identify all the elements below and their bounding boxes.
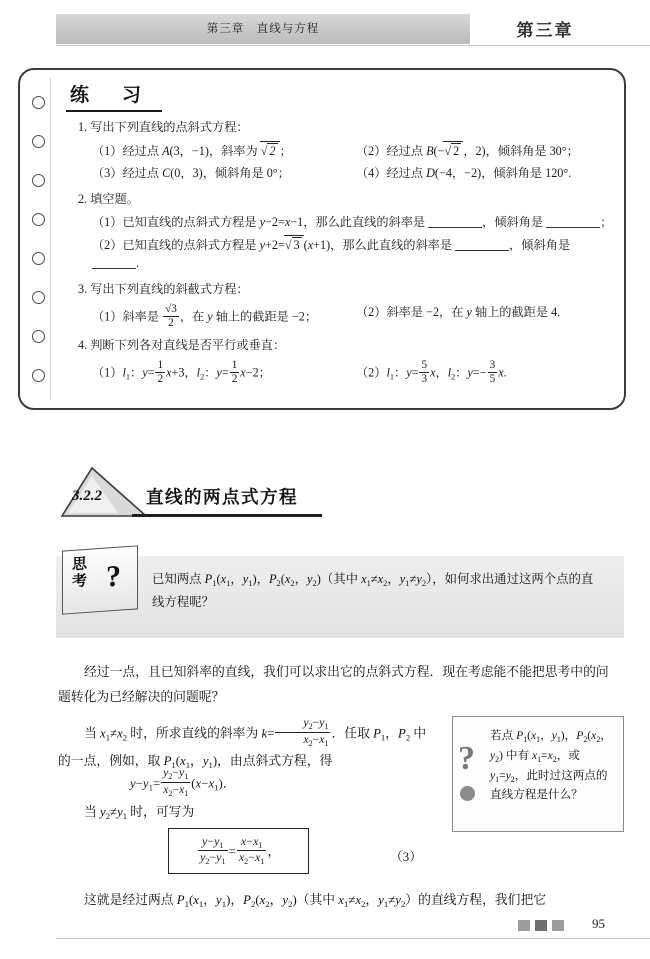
exercise-subitem-row — [92, 164, 616, 183]
page-number: 95 — [592, 916, 605, 931]
side-note-text: 若点 $P_1(x_1$，$y_1$)，$P_2(x_2$，$y_2$) 中有 $x_1=x_2$，或 $y_1=y_2$，此时过这两点的直线方程是什么？ — [490, 729, 612, 802]
body-paragraph-3: 当 $y_2\ne y_1$ 时，可写为 — [84, 805, 195, 822]
exercise-subitem: （2）斜率是 −2，在 y 轴上的截距是 4. — [356, 305, 561, 320]
hole-icon — [32, 174, 45, 187]
chapter-tab-label: 第三章 — [516, 21, 574, 40]
exercise-body — [68, 118, 616, 392]
footer-block-icon — [535, 920, 547, 931]
hole-icon — [32, 213, 45, 226]
exercise-subitem: （1）经过点 A(3，−1)，斜率为 √ 2 ； — [92, 141, 356, 161]
body-paragraph-1: 经过一点，且已知斜率的直线，我们可以求出它的点斜式方程．现在考虑能不能把思考中的问题转化为已经解决的问题呢？ — [58, 665, 609, 704]
footer-divider — [56, 938, 650, 939]
footer-decoration — [518, 920, 584, 931]
equation-number: （3） — [390, 850, 422, 864]
exercise-item — [68, 280, 616, 329]
section-number: 3.2.2 — [72, 488, 102, 504]
body-paragraph-2: 当 $x_1\ne x_2$ 时，所求直线的斜率为 k= $\frac{y_2-y_1}{x_2-x_1}$ ．任取 $P_1$，$P_2$ 中的一点，例如，取 $P_1(x_1$，$y_1$)，由点斜式方程，得 — [58, 716, 427, 770]
hole-icon — [32, 291, 45, 304]
footer-block-icon — [518, 920, 530, 931]
exercise-card — [18, 68, 626, 410]
answer-blank — [428, 227, 482, 228]
exercise-subitem: （1）已知直线的点斜式方程是 y−2=x−1，那么此直线的斜率是 ，倾斜角是 ； — [92, 214, 613, 229]
section-underline — [132, 514, 322, 517]
answer-blank — [92, 268, 136, 269]
exercise-item-stem: 4. 判断下列各对直线是否平行或垂直： — [78, 338, 286, 353]
exercise-title: 练 习 — [70, 85, 149, 106]
side-note-dot-icon — [460, 786, 475, 801]
question-mark-icon: ? — [106, 559, 121, 594]
hole-icon — [32, 330, 45, 343]
exercise-item-stem: 1. 写出下列直线的点斜式方程： — [78, 120, 249, 134]
page-header — [56, 14, 650, 44]
boxed-equation: $\frac{y-y_1}{y_2-y_1}$ = $\frac{x-x_1}{x_2-x_1}$ ， — [168, 828, 309, 874]
exercise-subitem: （4）经过点 D(−4，−2)，倾斜角是 120°. — [356, 165, 572, 180]
hole-icon — [32, 369, 45, 382]
exercise-item-stem: 3. 写出下列直线的斜截式方程： — [78, 282, 249, 297]
think-icon-label: 思 考 — [72, 556, 88, 591]
exercise-item-stem: 2. 填空题。 — [78, 191, 139, 206]
exercise-subitem: （3）经过点 C(0，3)，倾斜角是 0°； — [92, 165, 290, 180]
side-question-mark-icon: ? — [458, 740, 475, 777]
hole-icon — [32, 96, 45, 109]
exercise-item — [68, 336, 616, 385]
section-title: 直线的两点式方程 — [146, 487, 298, 507]
exercise-subitem: （2）已知直线的点斜式方程是 y+2=√ 3 (x+1)，那么此直线的斜率是 ，倾斜角是 . — [92, 235, 616, 274]
header-title: 第三章 直线与方程 — [206, 23, 320, 35]
think-question-text: 已知两点 $P_1(x_1$，$y_1$)，$P_2(x_2$，$y_2$)（其中 $x_1\ne x_2$，$y_1\ne y_2$），如何求出通过这两个点的直线方程呢？ — [152, 572, 594, 610]
header-divider — [56, 45, 650, 46]
exercise-item — [68, 118, 616, 183]
exercise-subitem: $(2)l_1$：y= $\frac{5}{3}$ x，$l_2$：y=− $\frac{3}{5}$ x. — [356, 359, 507, 385]
footer-block-icon — [552, 920, 564, 931]
answer-blank — [546, 227, 600, 228]
body-paragraph-4: 这就是经过两点 $P_1(x_1$，$y_1$)，$P_2(x_2$，$y_2$)（其中 $x_1\ne x_2$，$y_1\ne y_2$）的直线方程，我们把它 — [84, 893, 547, 910]
equation-1: $y-y_1=$ $\frac{y_2-y_1}{x_2-x_1}$ $(x-x_1)$． — [130, 766, 236, 798]
hole-icon — [32, 135, 45, 148]
notebook-holes — [32, 96, 46, 386]
exercise-item — [68, 190, 616, 274]
exercise-subitem-row — [92, 141, 616, 161]
exercise-subitem: （2）经过点 B(−√ 2 ，2)，倾斜角是 30°； — [356, 141, 579, 161]
exercise-subitem-row — [92, 359, 616, 385]
exercise-title-underline — [66, 110, 162, 112]
exercise-subitem-row — [92, 303, 616, 329]
hole-icon — [32, 252, 45, 265]
exercise-subitem: （1）斜率是 $\frac{√3}{2}$ ，在 y 轴上的截距是 −2； — [92, 303, 318, 329]
answer-blank — [455, 250, 509, 251]
exercise-subitem: $(1)l_1$：y= $\frac{1}{2}$ x+3，$l_2$：y= $\frac{1}{2}$ x−2； — [92, 359, 271, 385]
